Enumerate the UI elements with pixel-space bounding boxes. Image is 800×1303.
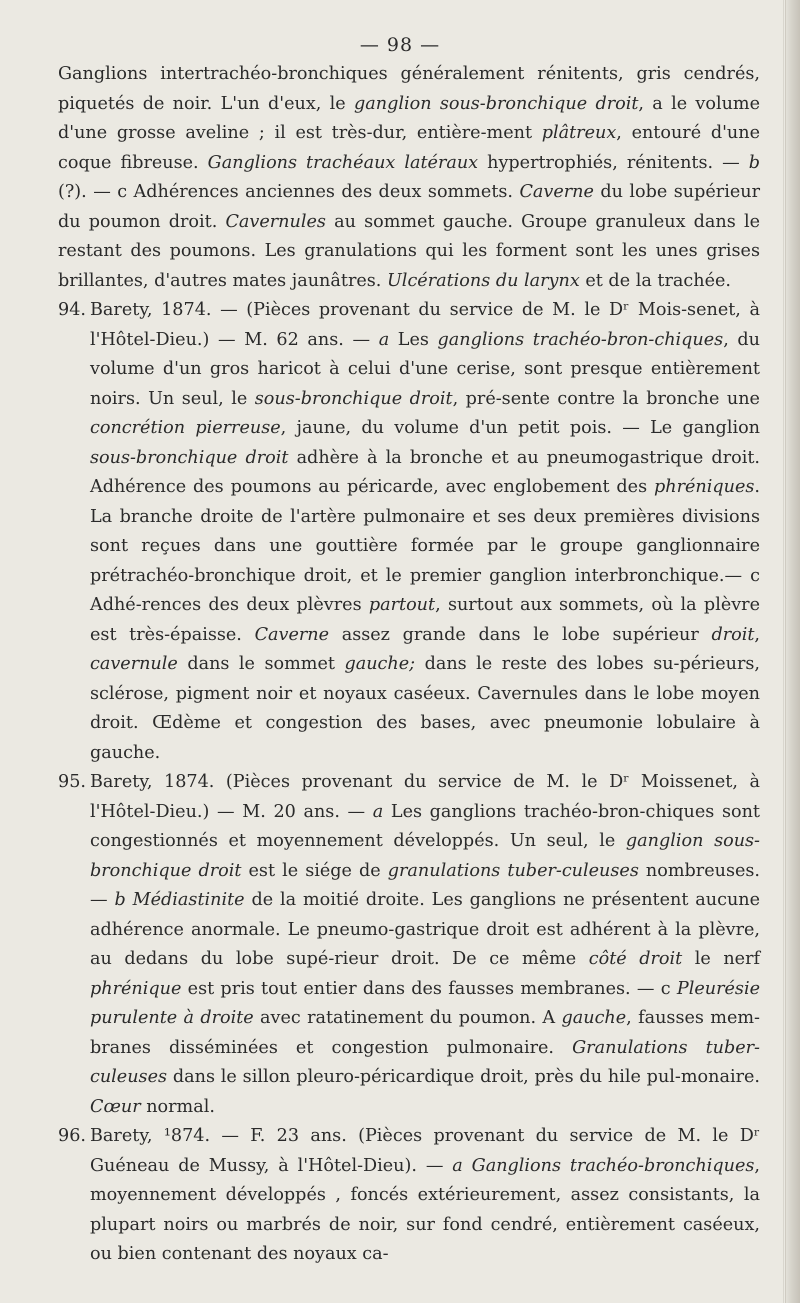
entry-number: 96. xyxy=(58,1126,86,1146)
text-segment: Barety, 1874. (Pièces provenant du service de M. le Dʳ Moissenet, à l'Hôtel-Dieu.) — M. 20 ans. — xyxy=(90,772,760,822)
paragraph xyxy=(58,60,760,296)
text-segment: dans le reste des lobes su-périeurs, sclérose, pigment noir et noyaux caséeux. Cavernules dans le lobe moyen droit. Œdème et congestion des bases, avec pneumonie lobulaire à gauche. xyxy=(90,654,760,763)
italic-text: plâtreux xyxy=(541,123,617,143)
italic-text: cavernule xyxy=(90,654,178,674)
italic-text: sous-bronchique droit xyxy=(254,388,453,409)
italic-text: droit xyxy=(711,624,755,645)
text-segment: , a le volume d'une grosse aveline ; il est très-dur, entière-ment xyxy=(58,93,760,143)
text-segment: au sommet gauche. Groupe granuleux dans le restant des poumons. Les granulations qui les forment sont les unes grises brillantes, d'autres mates jaunâtres. xyxy=(58,211,760,291)
case-entry xyxy=(58,1122,760,1270)
text-segment: assez grande dans le lobe supérieur xyxy=(329,624,712,645)
text-segment: , du volume d'un gros haricot à celui d'une cerise, sont presque entièrement noirs. Un seul, le xyxy=(90,329,761,409)
text-segment: (?). — c Adhérences anciennes des deux sommets. xyxy=(58,182,520,202)
text-segment: . La branche droite de l'artère pulmonaire et ses deux premières divisions sont reçues dans une gouttière formée par le groupe ganglionnaire prétrachéo-bronchique droit, et le premier ganglion interbronchique.— c Adhé-rences des deux plèvres xyxy=(90,477,760,615)
text-segment: , xyxy=(754,624,760,645)
italic-text: phrénique xyxy=(90,978,182,999)
text-segment: , entouré d'une coque fibreuse. xyxy=(58,123,761,173)
italic-text: a xyxy=(452,1155,463,1176)
text-segment: et de la trachée. xyxy=(579,270,731,291)
text-segment: Les ganglions trachéo-bron-chiques sont congestionnés et moyennement développés. Un seul, le xyxy=(90,801,760,851)
page-number: — 98 — xyxy=(359,34,441,56)
text-segment: , pré-sente contre la bronche une xyxy=(452,388,760,409)
body-text xyxy=(58,60,760,1270)
text-segment: nombreuses. — xyxy=(90,860,761,910)
italic-text: concrétion pierreuse xyxy=(90,418,281,438)
italic-text: Granulations tuber-culeuses xyxy=(90,1037,760,1087)
text-segment: , surtout aux sommets, où la plèvre est très-épaisse. xyxy=(90,595,760,645)
italic-text: phréniques xyxy=(653,477,755,497)
case-entry xyxy=(58,296,760,768)
text-segment: du lobe supérieur du poumon droit. xyxy=(58,182,760,232)
italic-text: Pleurésie purulente à droite xyxy=(90,978,760,1028)
italic-text: ganglion sous-bronchique droit xyxy=(90,831,760,881)
text-segment: hypertrophiés, rénitents. — xyxy=(478,152,749,173)
text-segment: , jaune, du volume d'un petit pois. — Le ganglion xyxy=(280,418,760,438)
italic-text: sous-bronchique droit xyxy=(90,447,289,468)
italic-text: Ganglions trachéo-bronchiques xyxy=(471,1155,755,1176)
text-segment: Barety, ¹874. — F. 23 ans. (Pièces provenant du service de M. le Dʳ Guéneau de Mussy, à l'Hôtel-Dieu). — xyxy=(90,1126,760,1176)
italic-text: b xyxy=(748,152,760,173)
case-entry xyxy=(58,768,760,1122)
italic-text: a xyxy=(372,801,384,822)
text-segment: le nerf xyxy=(682,949,761,969)
text-segment: adhère à la bronche et au pneumogastrique droit. Adhérence des poumons au péricarde, avec englobement des xyxy=(90,447,760,497)
italic-text: partout xyxy=(368,595,436,615)
text-segment xyxy=(463,1156,472,1176)
italic-text: b xyxy=(114,890,126,910)
page-fold-line xyxy=(783,0,784,1303)
text-segment: est pris tout entier dans des fausses membranes. — c xyxy=(181,978,677,999)
entry-number: 95. xyxy=(58,772,86,792)
italic-text: granulations tuber-culeuses xyxy=(387,860,639,881)
italic-text: Médiastinite xyxy=(132,890,245,910)
text-segment: de la moitié droite. Les ganglions ne présentent aucune adhérence anormale. Le pneumo-gastrique droit est adhérent à la plèvre, au dedans du lobe supé-rieur droit. De ce même xyxy=(90,890,761,969)
italic-text: côté droit xyxy=(588,949,683,969)
italic-text: Ulcérations du larynx xyxy=(386,270,580,291)
text-segment xyxy=(126,890,133,910)
text-segment: est le siége de xyxy=(241,860,388,881)
page-edge xyxy=(785,0,800,1303)
italic-text: Cœur xyxy=(90,1096,141,1117)
entry-number: 94. xyxy=(58,300,86,320)
text-segment: dans le sommet xyxy=(177,654,345,674)
italic-text: Caverne xyxy=(519,182,594,202)
text-segment: , moyennement développés , foncés extérieurement, assez consistants, la plupart noirs ou marbrés de noir, sur fond cendré, entièrement caséeux, ou bien contenant des noyaux ca- xyxy=(90,1155,761,1264)
text-segment: Ganglions intertrachéo-bronchiques généralement rénitents, gris cendrés, piquetés de noir. L'un d'eux, le xyxy=(58,64,760,114)
text-segment: , fausses mem-branes disséminées et congestion pulmonaire. xyxy=(90,1008,760,1058)
italic-text: ganglions trachéo-bron-chiques xyxy=(437,329,724,350)
italic-text: ganglion sous-bronchique droit xyxy=(354,93,639,114)
italic-text: gauche xyxy=(561,1008,627,1028)
italic-text: a xyxy=(378,329,390,350)
text-segment: avec ratatinement du poumon. A xyxy=(253,1008,562,1028)
italic-text: Cavernules xyxy=(225,211,326,232)
text-segment: Les xyxy=(389,329,438,350)
italic-text: Caverne xyxy=(254,624,330,645)
italic-text: gauche; xyxy=(344,654,416,674)
text-segment: normal. xyxy=(140,1096,215,1117)
text-segment: Barety, 1874. — (Pièces provenant du service de M. le Dʳ Mois-senet, à l'Hôtel-Dieu.) — M. 62 ans. — xyxy=(90,300,760,350)
italic-text: Ganglions trachéaux latéraux xyxy=(207,152,479,173)
text-segment: dans le sillon pleuro-péricardique droit, près du hile pul-monaire. xyxy=(167,1067,760,1087)
